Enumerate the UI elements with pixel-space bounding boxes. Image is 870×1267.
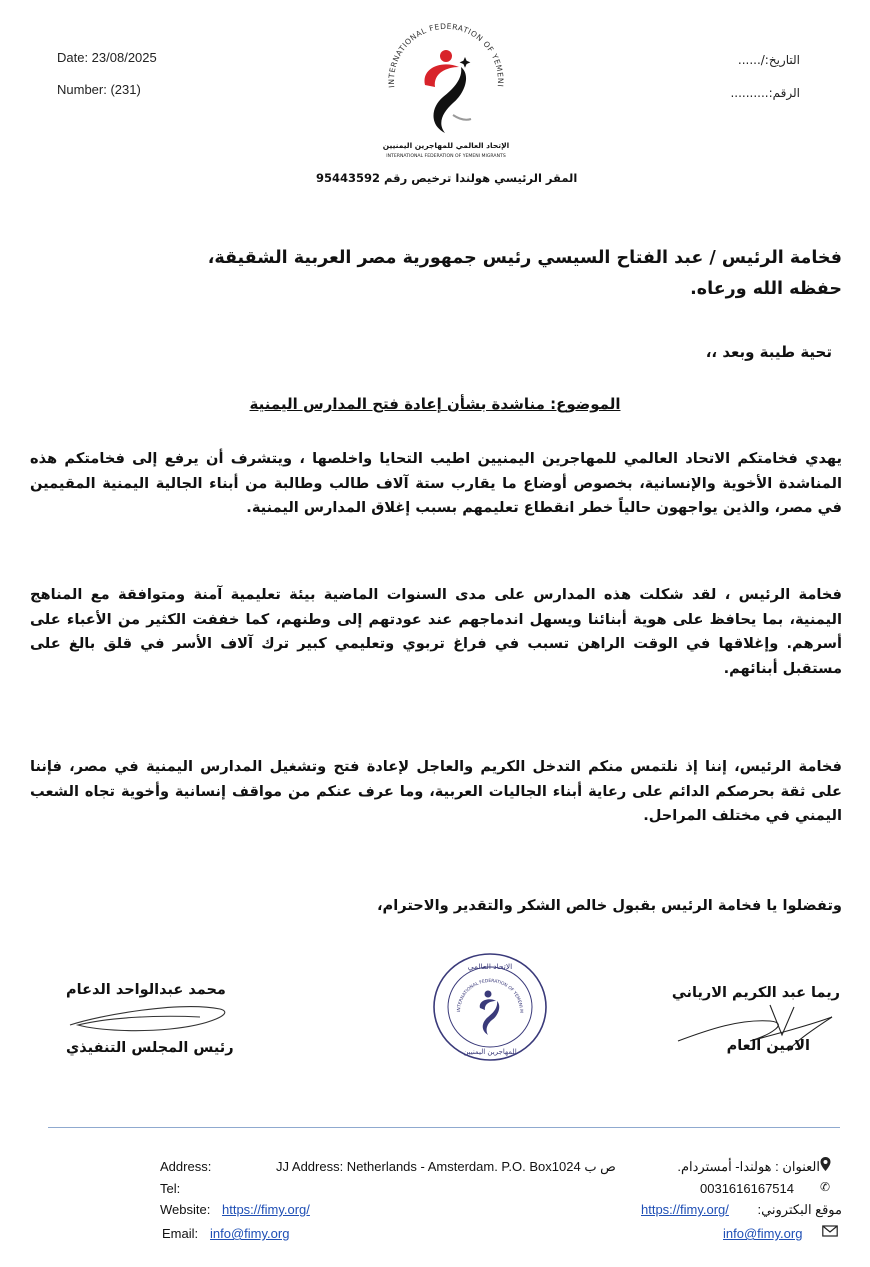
subject-line: الموضوع: مناشدة بشأن إعادة فتح المدارس اليمنية: [249, 395, 621, 413]
number-arabic: الرقم:..........: [730, 86, 800, 100]
logo-name-english: INTERNATIONAL FEDERATION OF YEMENI MIGRANTS: [386, 154, 506, 159]
official-stamp: [430, 950, 550, 1065]
stamp-bottom-text: للمهاجرين اليمنيين: [463, 1048, 517, 1056]
paragraph-2: فخامة الرئيس ، لقد شكلت هذه المدارس على مدى السنوات الماضية بيئة تعليمية آمنة ومتوافقة مع المناهج اليمنية، بما يحافظ على هوية أبنائنا ويسهل اندماجهم عند عودتهم إلى وطنهم، كما خففت الكثير من الأعباء على أسرهم. وإغلاقها في الوقت الراهن تسبب في فراغ تربوي وتعليمي كبير ترك آلاف الأسر في قلق بالغ على مستقبل أبنائهم.: [30, 586, 842, 677]
signature-left-icon: [60, 995, 240, 1045]
address-arabic: العنوان : هولندا- أمستردام.: [677, 1159, 820, 1174]
website-arabic-link[interactable]: https://fimy.org/: [641, 1202, 729, 1217]
headquarters-license: المقر الرئيسي هولندا ترخيص رقم 95443592: [316, 171, 578, 185]
signatory-left-name: محمد عبدالواحد الدعام: [66, 982, 226, 998]
email-label: Email:: [162, 1226, 199, 1241]
envelope-icon: [822, 1224, 836, 1241]
address-value: JJ Address: Netherlands - Amsterdam. P.O. Box1024 ص ب: [276, 1159, 616, 1174]
federation-logo: [373, 15, 519, 165]
website-arabic-label: موقع البكتروني:: [757, 1202, 842, 1217]
website-link[interactable]: https://fimy.org/: [222, 1202, 310, 1217]
addressee-line-2: حفظه الله ورعاه.: [690, 279, 842, 299]
date-arabic: التاريخ:/......: [737, 53, 800, 67]
migrant-figure-icon: [425, 50, 471, 133]
paragraph-1: يهدي فخامتكم الاتحاد العالمي للمهاجرين اليمنيين اطيب التحايا واخلصها ، ويتشرف أن يرفع إلى فخامتكم هذه المناشدة الأخوية والإنسانية، بخصوص أوضاع ما يقارب ستة آلاف طالب وطالبة من أبناء الجالية اليمنية المقيمين في مصر، والذين يواجهون حالياً خطر انقطاع تعليمهم بسبب إغلاق المدارس اليمنية.: [30, 450, 842, 516]
date-label: Date: 23/08/2025: [57, 50, 157, 65]
paragraph-3: فخامة الرئيس، إننا إذ نلتمس منكم التدخل الكريم والعاجل لإعادة فتح وتشغيل المدارس اليمنية في مصر، فإننا على ثقة بحرصكم الدائم على رعاية أبناء الجاليات العربية، وما عرف عنكم من مواقف إنسانية وأخوية تجاه الشعب اليمني في مختلف المراحل.: [30, 758, 842, 824]
greeting: تحية طيبة وبعد ،،: [705, 343, 832, 361]
logo-name-arabic: الإتحاد العالمي للمهاجرين اليمنيين: [382, 141, 510, 150]
addressee-line-1: فخامة الرئيس / عبد الفتاح السيسي رئيس جمهورية مصر العربية الشقيقة،: [207, 248, 842, 268]
footer-divider: [48, 1127, 840, 1128]
logo-arc-text: INTERNATIONAL FEDERATION OF YEMENI: [386, 21, 506, 89]
location-pin-icon: [818, 1157, 832, 1174]
number-label: Number: (231): [57, 82, 141, 97]
signatory-left-title: رئيس المجلس التنفيذي: [66, 1040, 234, 1056]
tel-label: Tel:: [160, 1181, 181, 1196]
stamp-top-text: الإتحاد العالمي: [467, 962, 513, 971]
address-label: Address:: [160, 1159, 212, 1174]
closing-line: وتفضلوا يا فخامة الرئيس بقبول خالص الشكر والتقدير والاحترام،: [377, 897, 842, 914]
stamp-arc-text: INTERNATIONAL FEDERATION OF YEMENI M: [456, 978, 524, 1014]
email-arabic-link[interactable]: info@fimy.org: [723, 1226, 803, 1241]
phone-icon: ✆: [819, 1180, 831, 1194]
signatory-right-title: الامين العام: [726, 1038, 810, 1054]
tel-value: 0031616167514: [700, 1181, 794, 1196]
website-label: Website:: [160, 1202, 211, 1217]
stamp-figure-icon: [480, 991, 499, 1036]
signatory-right-name: ريما عبد الكريم الارياني: [671, 985, 840, 1001]
email-link[interactable]: info@fimy.org: [210, 1226, 290, 1241]
